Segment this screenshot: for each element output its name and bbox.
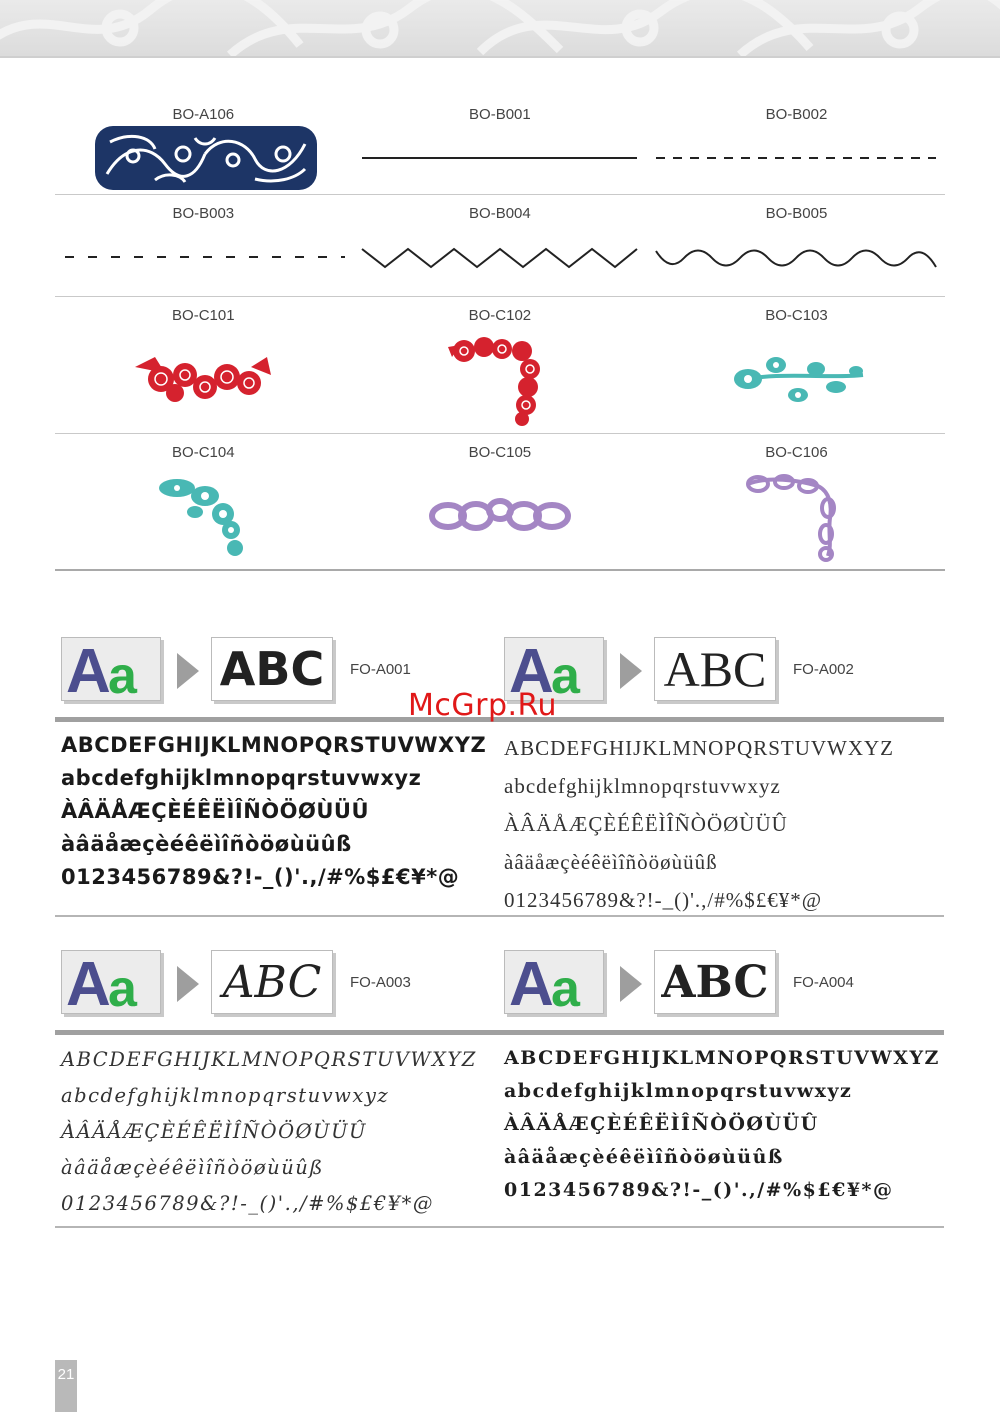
abc-preview [654,637,776,701]
border-cell [352,434,649,569]
character-sample [504,1042,944,1207]
character-sample [61,1042,501,1222]
arrow-right-icon [620,653,642,689]
aa-preview [61,950,161,1014]
sample-line: ABCDEFGHIJKLMNOPQRSTUVWXYZ [61,1048,477,1071]
border-code: BO-B001 [469,106,531,123]
font-code: FO-A004 [793,974,854,991]
border-cell [648,434,945,569]
aa-lower: a [551,960,580,1014]
sample-line: 0123456789&?!-_()'.,/#%$£€¥*@ [61,1192,434,1215]
sample-line: 0123456789&?!-_()'.,/#%$£€¥*@ [504,888,823,912]
sample-line: abcdefghijklmnopqrstuvwxyz [61,1084,390,1107]
sample-line: àâäåæçèéêëìîñòöøùüûß [61,832,352,856]
divider [498,717,944,722]
sample-line: abcdefghijklmnopqrstuvwxyz [61,766,422,790]
divider [498,1226,944,1228]
sample-line: 0123456789&?!-_()'.,/#%$£€¥*@ [61,865,460,889]
border-code: BO-B002 [765,106,828,123]
header-swirl-pattern [0,0,1000,58]
abc-preview [654,950,776,1014]
divider [498,1030,944,1035]
bo-b005-art [648,241,944,275]
bo-c102-art [352,335,648,427]
border-cell [648,96,945,194]
border-code: BO-B003 [172,205,235,222]
aa-preview [61,637,161,701]
page-number: 21 [55,1360,77,1412]
sample-line: ÀÂÄÅÆÇÈÉÊËÌÎÑÒÖØÙÜÛ [61,1120,367,1143]
bo-c104-art [55,472,351,564]
sample-line: ABCDEFGHIJKLMNOPQRSTUVWXYZ [61,733,487,757]
bo-c101-art [55,349,351,409]
arrow-right-icon [620,966,642,1002]
bo-b001-art [352,148,648,168]
sample-line: àâäåæçèéêëìîñòöøùüûß [504,1146,784,1168]
border-cell [55,297,352,433]
sample-line: ÀÂÄÅÆÇÈÉÊËÌÎÑÒÖØÙÜÛ [504,812,788,836]
border-cell [648,195,945,296]
character-sample [504,729,944,919]
arrow-right-icon [177,653,199,689]
abc-text: ABC [222,956,322,1008]
divider [498,915,944,917]
border-cell [352,96,649,194]
aa-capital: A [509,637,552,701]
border-code: BO-C106 [765,444,828,461]
font-code: FO-A001 [350,661,411,678]
font-sample-fo-a002 [498,637,944,912]
sample-line: ABCDEFGHIJKLMNOPQRSTUVWXYZ [504,1047,940,1069]
font-sample-fo-a003 [55,950,501,1215]
bo-c103-art [648,351,944,411]
arrow-right-icon [177,966,199,1002]
font-code: FO-A002 [793,661,854,678]
aa-preview [504,950,604,1014]
aa-lower: a [108,960,137,1014]
bo-c106-art [648,472,944,564]
border-code: BO-B005 [765,205,828,222]
border-row [55,195,945,297]
sample-line: 0123456789&?!-_()'.,/#%$£€¥*@ [504,1179,894,1201]
header-decoration [0,0,1000,58]
border-code: BO-C103 [765,307,828,324]
border-cell [648,297,945,433]
border-code: BO-C102 [468,307,532,324]
divider [55,915,501,917]
aa-capital: A [66,637,109,701]
watermark: McGrp.Ru [408,688,558,723]
bo-b002-art [648,148,944,168]
border-code: BO-B004 [469,205,531,222]
abc-text: ABC [661,956,769,1008]
sample-line: abcdefghijklmnopqrstuvwxyz [504,774,781,798]
divider [55,1226,501,1228]
bo-a106-art [55,124,351,192]
abc-preview [211,637,333,701]
abc-preview [211,950,333,1014]
border-cell [352,195,649,296]
border-cell [55,434,352,569]
aa-capital: A [66,950,109,1014]
font-header [498,637,944,719]
bo-c105-art [352,494,648,538]
aa-capital: A [509,950,552,1014]
font-header [55,950,501,1032]
sample-line: abcdefghijklmnopqrstuvwxyz [504,1080,853,1102]
sample-line: àâäåæçèéêëìîñòöøùüûß [61,1156,324,1179]
border-code: BO-C104 [172,444,235,461]
abc-text: ABC [219,642,325,696]
sample-line: àâäåæçèéêëìîñòöøùüûß [504,850,718,874]
character-sample [61,729,501,894]
border-cell [352,297,649,433]
font-header [498,950,944,1032]
sample-line: ÀÂÄÅÆÇÈÉÊËÌÎÑÒÖØÙÜÛ [504,1113,819,1135]
abc-text: ABC [663,641,767,697]
aa-lower: a [551,647,580,701]
font-sample-fo-a004 [498,950,944,1201]
border-code: BO-A106 [172,106,235,123]
border-row [55,96,945,195]
sample-line: ABCDEFGHIJKLMNOPQRSTUVWXYZ [504,736,895,760]
border-code: BO-C105 [468,444,532,461]
border-designs-grid [55,96,945,571]
border-row [55,297,945,434]
sample-line: ÀÂÄÅÆÇÈÉÊËÌÎÑÒÖØÙÜÛ [61,799,370,823]
bo-b004-art [352,241,648,275]
font-code: FO-A003 [350,974,411,991]
border-cell [55,195,352,296]
bo-b003-art [55,247,351,267]
border-code: BO-C101 [172,307,235,324]
divider [55,1030,501,1035]
border-row [55,434,945,571]
aa-lower: a [108,647,137,701]
border-cell [55,96,352,194]
